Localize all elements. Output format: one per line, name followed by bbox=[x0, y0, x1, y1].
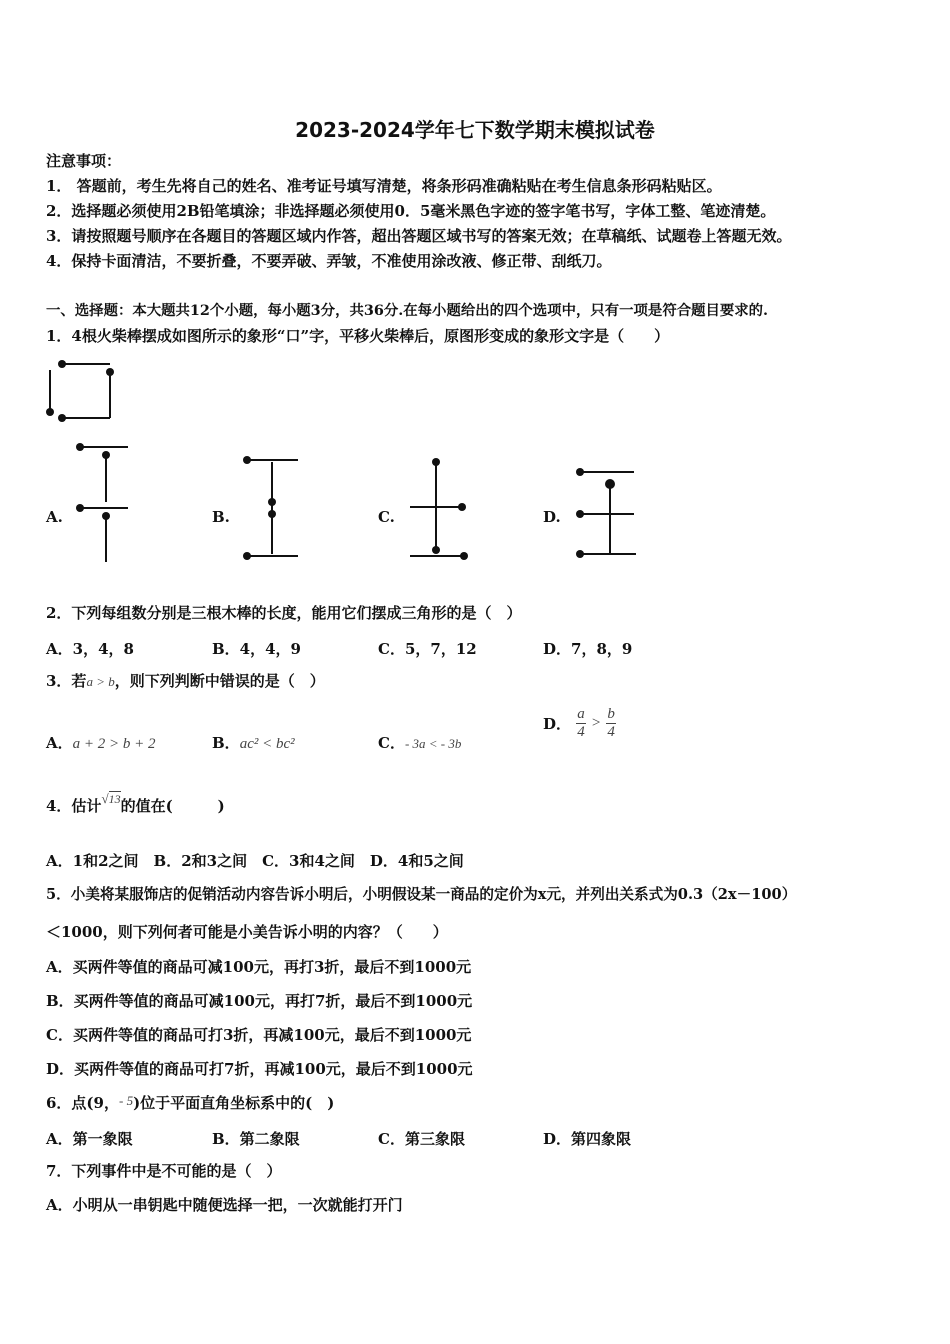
q3-option-c-expr: - 3a < - 3b bbox=[404, 736, 462, 751]
q1-option-a-label: A. bbox=[46, 508, 63, 526]
q3-option-d-label: D． bbox=[543, 715, 572, 733]
q5-option-a: A．买两件等值的商品可减100元，再打3折，最后不到1000元 bbox=[46, 958, 472, 976]
q2-option-b: B．4，4，9 bbox=[212, 640, 301, 658]
q5-stem-line2: ＜1000，则下列何者可能是小美告诉小明的内容？（ ） bbox=[46, 923, 448, 941]
page-title: 2023-2024学年七下数学期末模拟试卷 bbox=[295, 118, 655, 142]
q5-option-d: D．买两件等值的商品可打7折，再减100元，最后不到1000元 bbox=[46, 1060, 473, 1078]
q2-stem: 2．下列每组数分别是三根木棒的长度，能用它们摆成三角形的是（ ） bbox=[46, 604, 522, 622]
q3-option-c-label: C． bbox=[378, 734, 405, 752]
q4-options: A．1和2之间 B．2和3之间 C．3和4之间 D．4和5之间 bbox=[46, 852, 464, 870]
q6-y-value: - 5 bbox=[118, 1093, 134, 1108]
q1-option-a-figure bbox=[70, 440, 135, 565]
notice-item-4: 4．保持卡面清洁，不要折叠，不要弄破、弄皱，不准使用涂改液、修正带、刮纸刀。 bbox=[46, 252, 612, 270]
q3-option-d-frac-right: $\frac{b}{4}$ bbox=[607, 706, 615, 740]
q3-option-b bbox=[212, 732, 295, 753]
q1-original-figure bbox=[40, 356, 120, 426]
q3-condition: a > b bbox=[86, 674, 115, 689]
notice-item-1: 1． 答题前，考生先将自己的姓名、准考证号填写清楚，将条形码准确粘贴在考生信息条形码粘贴区。 bbox=[46, 177, 722, 195]
q3-option-d-frac-left: $\frac{a}{4}$ bbox=[577, 706, 585, 740]
q4-radicand: 13 bbox=[108, 792, 121, 806]
q5-stem-line1: 5．小美将某服饰店的促销活动内容告诉小明后，小明假设某一商品的定价为x元，并列出关系式为0.3（2x－100） bbox=[46, 886, 797, 903]
q3-option-b-label: B． bbox=[212, 734, 240, 752]
q6-option-b: B．第二象限 bbox=[212, 1130, 300, 1148]
q3-option-d bbox=[543, 706, 616, 741]
q3-option-c bbox=[378, 732, 461, 753]
q2-option-d: D．7，8，9 bbox=[543, 640, 633, 658]
q2-option-a: A．3，4，8 bbox=[46, 640, 134, 658]
q4-stem-pre: 4．估计 bbox=[46, 797, 102, 815]
q7-stem: 7．下列事件中是不可能的是（ ） bbox=[46, 1162, 282, 1180]
q1-option-c-figure bbox=[404, 452, 474, 564]
q2-option-c: C．5，7，12 bbox=[378, 640, 477, 658]
q4-sqrt: √13 bbox=[101, 791, 121, 806]
q3-option-a-expr: a + 2 > b + 2 bbox=[72, 736, 156, 752]
q3-option-a-label: A． bbox=[46, 734, 73, 752]
q3-stem bbox=[46, 672, 325, 691]
q7-option-a: A．小明从一串钥匙中随便选择一把，一次就能打开门 bbox=[46, 1196, 403, 1214]
q6-stem-pre: 6．点(9， bbox=[46, 1094, 119, 1112]
q3-stem-pre: 3．若 bbox=[46, 672, 87, 690]
q4-stem-post: 的值在( ) bbox=[120, 797, 225, 815]
q6-option-c: C．第三象限 bbox=[378, 1130, 465, 1148]
q3-option-d-op: > bbox=[590, 715, 602, 731]
q5-option-b: B．买两件等值的商品可减100元，再打7折，最后不到1000元 bbox=[46, 992, 473, 1010]
q3-option-b-expr: ac² < bc² bbox=[239, 736, 295, 752]
notice-item-2: 2．选择题必须使用2B铅笔填涂；非选择题必须使用0．5毫米黑色字迹的签字笔书写，字体工整、笔迹清楚。 bbox=[46, 202, 776, 220]
q3-stem-post: ，则下列判断中错误的是（ ） bbox=[114, 672, 325, 690]
q1-option-d-label: D. bbox=[543, 508, 561, 526]
q1-option-c-label: C. bbox=[378, 508, 395, 526]
q1-option-d-figure bbox=[570, 462, 642, 562]
q5-option-c: C．买两件等值的商品可打3折，再减100元，最后不到1000元 bbox=[46, 1026, 472, 1044]
q1-option-b-label: B. bbox=[212, 508, 230, 526]
q3-option-a bbox=[46, 732, 156, 753]
section-heading: 一、选择题：本大题共12个小题，每小题3分，共36分.在每小题给出的四个选项中，只有一项是符合题目要求的. bbox=[46, 302, 769, 319]
q1-option-b-figure bbox=[238, 452, 303, 562]
q4-stem bbox=[46, 791, 225, 816]
q6-option-a: A．第一象限 bbox=[46, 1130, 133, 1148]
q6-stem-post: )位于平面直角坐标系中的( ) bbox=[133, 1094, 335, 1112]
notice-item-3: 3．请按照题号顺序在各题目的答题区域内作答，超出答题区域书写的答案无效；在草稿纸、试题卷上答题无效。 bbox=[46, 227, 792, 245]
q6-stem bbox=[46, 1094, 334, 1113]
notice-heading: 注意事项： bbox=[46, 152, 122, 170]
q1-stem: 1．4根火柴棒摆成如图所示的象形“口”字，平移火柴棒后，原图形变成的象形文字是（ ） bbox=[46, 327, 670, 345]
q6-option-d: D．第四象限 bbox=[543, 1130, 632, 1148]
